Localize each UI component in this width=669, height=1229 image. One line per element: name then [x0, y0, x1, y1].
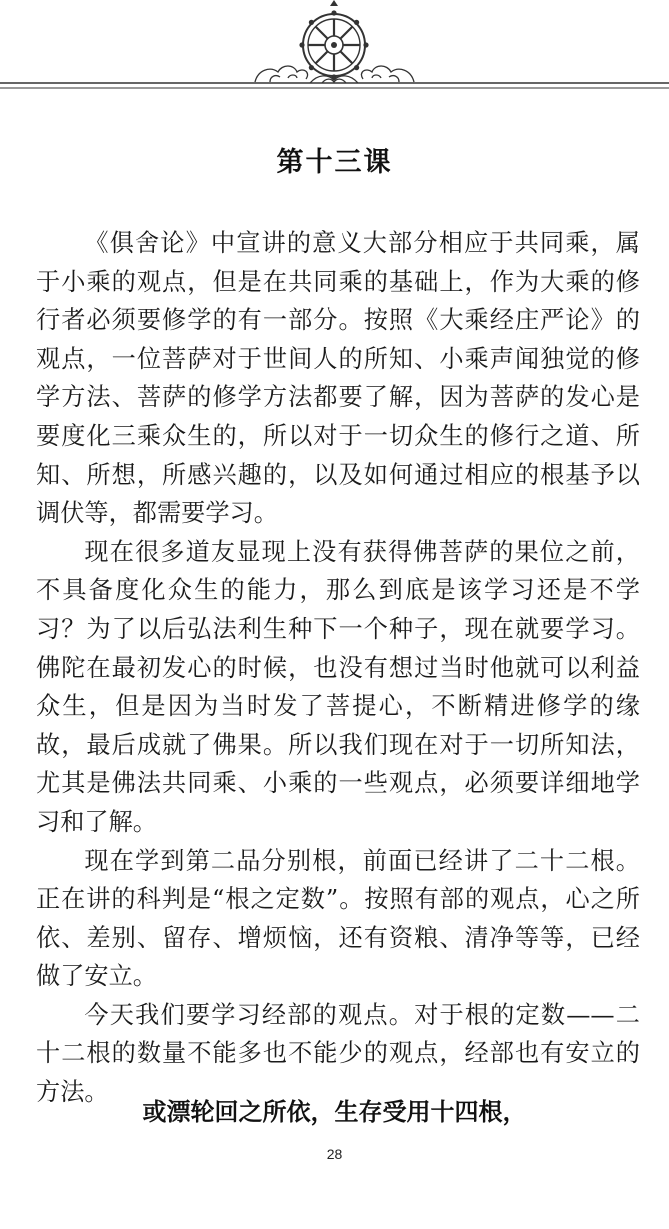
- paragraph: 今天我们要学习经部的观点。对于根的定数——二十二根的数量不能多也不能少的观点，经部也有安立的方法。: [36, 1000, 640, 1107]
- verse-line: 或漂轮回之所依，生存受用十四根，: [142, 1098, 527, 1126]
- dharma-wheel-icon: [299, 0, 368, 80]
- lesson-title: 第十三课: [276, 147, 393, 178]
- paragraph: 现在很多道友显现上没有获得佛菩萨的果位之前，不具备度化众生的能力，那么到底是该学习还是不学习？为了以后弘法利生种下一个种子，现在就要学习。佛陀在最初发心的时候，也没有想过当时他就可以利益众生，但是因为当时发了菩提心，不断精进修学的缘故，最后成就了佛果。所以我们现在对于一切所知法，尤其是佛法共同乘、小乘的一些观点，必须要详细地学习和了解。: [36, 537, 640, 836]
- cloud-left-icon: [255, 66, 308, 82]
- header-ornament: [0, 0, 669, 100]
- paragraph: 《俱舍论》中宣讲的意义大部分相应于共同乘，属于小乘的观点，但是在共同乘的基础上，作为大乘的修行者必须要修学的有一部分。按照《大乘经庄严论》的观点，一位菩萨对于世间人的所知、小乘声闻独觉的修学方法、菩萨的修学方法都要了解，因为菩萨的发心是要度化三乘众生的，所以对于一切众生的修行之道、所知、所想，所感兴趣的，以及如何通过相应的根基予以调伏等，都需要学习。: [36, 229, 640, 528]
- cloud-right-icon: [361, 66, 414, 82]
- paragraph: 现在学到第二品分别根，前面已经讲了二十二根。正在讲的科判是“根之定数”。按照有部的观点，心之所依、差别、留存、增烦恼，还有资粮、清净等等，已经做了安立。: [36, 846, 640, 991]
- body-text: [36, 224, 640, 1112]
- page-number: 28: [326, 1146, 343, 1162]
